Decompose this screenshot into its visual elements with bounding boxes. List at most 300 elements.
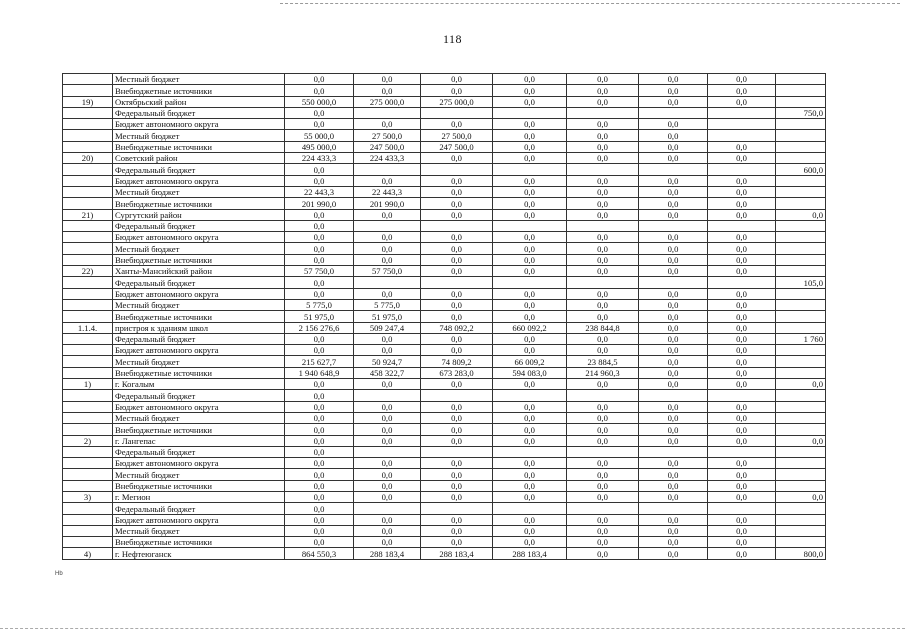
value-cell: 0,0 [567,175,639,186]
value-cell: 0,0 [708,401,776,412]
row-name-cell: Октябрьский район [113,96,285,107]
value-cell [493,220,567,231]
row-number-cell [63,74,113,85]
value-cell: 750,0 [776,107,826,118]
value-cell: 0,0 [567,514,639,525]
value-cell: 0,0 [285,220,354,231]
table-row [63,435,826,446]
value-cell: 0,0 [567,266,639,277]
row-number-cell [63,299,113,310]
value-cell: 22 443,3 [354,186,421,197]
value-cell: 0,0 [493,424,567,435]
value-cell [776,525,826,536]
value-cell: 0,0 [354,243,421,254]
value-cell [776,537,826,548]
value-cell [776,119,826,130]
value-cell: 0,0 [354,288,421,299]
value-cell [421,164,493,175]
value-cell: 0,0 [639,435,708,446]
value-cell: 0,0 [567,96,639,107]
value-cell: 0,0 [354,119,421,130]
table-row [63,469,826,480]
value-cell [776,74,826,85]
value-cell [493,277,567,288]
row-name-cell: Местный бюджет [113,299,285,310]
value-cell: 0,0 [285,514,354,525]
row-name-cell: Внебюджетные источники [113,480,285,491]
row-number-cell [63,141,113,152]
value-cell: 0,0 [354,424,421,435]
value-cell: 0,0 [776,435,826,446]
value-cell: 0,0 [567,299,639,310]
table-row [63,356,826,367]
value-cell: 0,0 [421,514,493,525]
budget-table-container [62,73,826,560]
table-row [63,288,826,299]
value-cell: 0,0 [708,96,776,107]
value-cell: 224 433,3 [354,153,421,164]
value-cell: 27 500,0 [354,130,421,141]
row-number-cell [63,503,113,514]
value-cell: 0,0 [421,232,493,243]
value-cell [708,130,776,141]
value-cell: 0,0 [285,401,354,412]
value-cell: 0,0 [567,254,639,265]
value-cell [639,277,708,288]
value-cell: 0,0 [493,119,567,130]
value-cell [776,153,826,164]
value-cell: 0,0 [285,525,354,536]
value-cell: 0,0 [354,537,421,548]
table-row [63,220,826,231]
value-cell: 0,0 [421,537,493,548]
value-cell: 105,0 [776,277,826,288]
value-cell: 0,0 [285,345,354,356]
table-row [63,254,826,265]
value-cell: 0,0 [493,299,567,310]
value-cell: 0,0 [708,480,776,491]
value-cell: 0,0 [776,379,826,390]
value-cell: 0,0 [776,491,826,502]
row-name-cell: Бюджет автономного округа [113,288,285,299]
value-cell: 0,0 [354,379,421,390]
value-cell: 0,0 [285,458,354,469]
value-cell: 0,0 [567,119,639,130]
row-number-cell [63,186,113,197]
value-cell: 0,0 [493,209,567,220]
table-row [63,514,826,525]
value-cell: 0,0 [421,480,493,491]
page-number: 118 [442,32,463,46]
row-name-cell: Внебюджетные источники [113,367,285,378]
row-name-cell: Внебюджетные источники [113,311,285,322]
value-cell: 0,0 [493,514,567,525]
row-name-cell: Ханты-Мансийский район [113,266,285,277]
value-cell: 0,0 [567,525,639,536]
row-name-cell: Местный бюджет [113,186,285,197]
table-row [63,85,826,96]
value-cell: 0,0 [421,266,493,277]
row-name-cell: Федеральный бюджет [113,107,285,118]
value-cell [493,107,567,118]
table-row [63,480,826,491]
value-cell: 51 975,0 [354,311,421,322]
budget-table-body [63,74,826,560]
value-cell: 0,0 [639,548,708,559]
value-cell: 0,0 [421,299,493,310]
value-cell [776,390,826,401]
value-cell: 0,0 [708,311,776,322]
value-cell [421,390,493,401]
value-cell: 748 092,2 [421,322,493,333]
value-cell [776,458,826,469]
value-cell [354,446,421,457]
row-number-cell [63,232,113,243]
value-cell: 0,0 [567,480,639,491]
value-cell [567,220,639,231]
value-cell [421,220,493,231]
value-cell: 0,0 [567,469,639,480]
value-cell: 0,0 [421,175,493,186]
row-number-cell: 4) [63,548,113,559]
row-number-cell [63,458,113,469]
row-number-cell [63,356,113,367]
value-cell: 0,0 [708,548,776,559]
table-row [63,198,826,209]
value-cell: 5 775,0 [285,299,354,310]
value-cell: 0,0 [421,345,493,356]
value-cell: 0,0 [493,96,567,107]
scan-mark: Hb [55,571,63,577]
value-cell [354,277,421,288]
value-cell: 0,0 [639,119,708,130]
value-cell: 600,0 [776,164,826,175]
value-cell: 0,0 [567,345,639,356]
value-cell: 0,0 [639,514,708,525]
value-cell: 0,0 [421,85,493,96]
table-row [63,311,826,322]
row-number-cell [63,333,113,344]
row-name-cell: Бюджет автономного округа [113,232,285,243]
value-cell: 0,0 [639,537,708,548]
value-cell: 0,0 [493,243,567,254]
value-cell [776,198,826,209]
row-name-cell: Внебюджетные источники [113,141,285,152]
value-cell: 0,0 [708,537,776,548]
value-cell: 0,0 [708,367,776,378]
table-row [63,186,826,197]
value-cell [776,96,826,107]
value-cell: 0,0 [421,401,493,412]
value-cell: 660 092,2 [493,322,567,333]
value-cell: 50 924,7 [354,356,421,367]
value-cell: 673 283,0 [421,367,493,378]
value-cell: 0,0 [567,209,639,220]
value-cell: 800,0 [776,548,826,559]
value-cell: 0,0 [493,345,567,356]
value-cell: 0,0 [639,153,708,164]
table-row [63,153,826,164]
value-cell: 0,0 [708,356,776,367]
row-number-cell [63,412,113,423]
value-cell: 0,0 [567,130,639,141]
value-cell: 247 500,0 [354,141,421,152]
value-cell: 0,0 [567,186,639,197]
row-name-cell: Местный бюджет [113,525,285,536]
value-cell: 0,0 [567,548,639,559]
value-cell: 0,0 [285,209,354,220]
row-name-cell: Федеральный бюджет [113,164,285,175]
row-name-cell: Бюджет автономного округа [113,119,285,130]
value-cell [708,390,776,401]
table-row [63,412,826,423]
value-cell: 0,0 [285,85,354,96]
value-cell: 0,0 [493,254,567,265]
row-number-cell [63,390,113,401]
value-cell [776,503,826,514]
value-cell: 0,0 [567,412,639,423]
value-cell: 201 990,0 [354,198,421,209]
value-cell [776,446,826,457]
value-cell: 0,0 [285,491,354,502]
value-cell: 0,0 [493,311,567,322]
value-cell: 0,0 [639,243,708,254]
row-number-cell [63,345,113,356]
value-cell: 0,0 [493,435,567,446]
value-cell [567,107,639,118]
value-cell: 0,0 [639,356,708,367]
value-cell: 275 000,0 [421,96,493,107]
value-cell: 0,0 [567,288,639,299]
value-cell [708,277,776,288]
value-cell [639,220,708,231]
value-cell [639,390,708,401]
value-cell: 0,0 [708,243,776,254]
value-cell: 0,0 [639,288,708,299]
value-cell: 0,0 [493,480,567,491]
value-cell [776,311,826,322]
value-cell: 0,0 [708,469,776,480]
value-cell: 0,0 [639,480,708,491]
value-cell: 0,0 [354,491,421,502]
value-cell: 0,0 [567,458,639,469]
row-name-cell: г. Лангепас [113,435,285,446]
row-number-cell [63,537,113,548]
value-cell: 0,0 [285,119,354,130]
row-number-cell [63,424,113,435]
value-cell: 0,0 [639,186,708,197]
row-number-cell [63,198,113,209]
value-cell [776,469,826,480]
value-cell [421,277,493,288]
value-cell: 1 760 [776,333,826,344]
value-cell [776,232,826,243]
value-cell: 0,0 [354,458,421,469]
value-cell [639,107,708,118]
table-row [63,130,826,141]
value-cell: 288 183,4 [421,548,493,559]
value-cell: 0,0 [493,401,567,412]
row-name-cell: Советский район [113,153,285,164]
row-name-cell: Местный бюджет [113,412,285,423]
value-cell: 0,0 [639,458,708,469]
value-cell: 57 750,0 [285,266,354,277]
row-number-cell [63,514,113,525]
value-cell: 0,0 [708,299,776,310]
table-row [63,141,826,152]
value-cell: 495 000,0 [285,141,354,152]
value-cell: 1 940 648,9 [285,367,354,378]
value-cell: 0,0 [708,514,776,525]
value-cell: 0,0 [639,412,708,423]
value-cell: 0,0 [285,232,354,243]
value-cell [776,141,826,152]
value-cell: 0,0 [708,412,776,423]
value-cell [776,480,826,491]
value-cell: 0,0 [285,243,354,254]
value-cell: 509 247,4 [354,322,421,333]
value-cell: 0,0 [639,266,708,277]
value-cell: 0,0 [354,514,421,525]
value-cell [639,164,708,175]
value-cell [776,424,826,435]
value-cell: 0,0 [567,74,639,85]
value-cell: 0,0 [493,85,567,96]
value-cell: 0,0 [354,209,421,220]
value-cell [776,322,826,333]
row-name-cell: Местный бюджет [113,469,285,480]
value-cell: 238 844,8 [567,322,639,333]
value-cell [708,503,776,514]
value-cell: 0,0 [776,209,826,220]
value-cell [567,446,639,457]
value-cell: 0,0 [285,164,354,175]
table-row [63,446,826,457]
value-cell: 23 884,5 [567,356,639,367]
value-cell: 0,0 [493,232,567,243]
row-name-cell: Бюджет автономного округа [113,401,285,412]
row-number-cell [63,367,113,378]
row-name-cell: Бюджет автономного округа [113,345,285,356]
table-row [63,525,826,536]
value-cell [776,254,826,265]
value-cell: 0,0 [567,435,639,446]
value-cell: 5 775,0 [354,299,421,310]
table-row [63,74,826,85]
value-cell: 0,0 [567,379,639,390]
value-cell: 55 000,0 [285,130,354,141]
value-cell: 288 183,4 [354,548,421,559]
row-number-cell [63,107,113,118]
value-cell: 27 500,0 [421,130,493,141]
value-cell [567,503,639,514]
value-cell: 0,0 [421,198,493,209]
table-row [63,175,826,186]
row-name-cell: Федеральный бюджет [113,333,285,344]
value-cell: 0,0 [285,469,354,480]
budget-table [62,73,826,560]
value-cell [354,390,421,401]
value-cell: 0,0 [354,345,421,356]
value-cell: 0,0 [708,254,776,265]
value-cell [639,503,708,514]
table-row [63,345,826,356]
value-cell: 0,0 [639,209,708,220]
value-cell: 0,0 [567,141,639,152]
row-number-cell [63,119,113,130]
value-cell: 0,0 [493,198,567,209]
row-name-cell: Бюджет автономного округа [113,175,285,186]
value-cell: 0,0 [493,74,567,85]
value-cell: 0,0 [708,209,776,220]
value-cell: 458 322,7 [354,367,421,378]
value-cell: 0,0 [493,175,567,186]
table-row [63,209,826,220]
value-cell: 0,0 [421,311,493,322]
row-name-cell: пристроя к зданиям школ [113,322,285,333]
value-cell: 0,0 [285,333,354,344]
table-row [63,367,826,378]
value-cell: 0,0 [639,175,708,186]
value-cell: 594 083,0 [493,367,567,378]
table-row [63,164,826,175]
value-cell: 0,0 [708,491,776,502]
value-cell [421,107,493,118]
value-cell: 0,0 [639,130,708,141]
value-cell [421,446,493,457]
value-cell [354,503,421,514]
row-name-cell: Внебюджетные источники [113,85,285,96]
value-cell: 0,0 [354,435,421,446]
table-row [63,424,826,435]
value-cell: 0,0 [708,175,776,186]
value-cell: 0,0 [639,198,708,209]
row-number-cell [63,525,113,536]
value-cell [776,356,826,367]
value-cell: 0,0 [567,153,639,164]
value-cell: 0,0 [421,412,493,423]
table-row [63,503,826,514]
row-number-cell: 22) [63,266,113,277]
table-row [63,548,826,559]
row-number-cell: 19) [63,96,113,107]
value-cell [776,243,826,254]
row-name-cell: Внебюджетные источники [113,254,285,265]
row-number-cell [63,480,113,491]
row-name-cell: Федеральный бюджет [113,446,285,457]
row-number-cell [63,243,113,254]
value-cell [354,220,421,231]
value-cell: 0,0 [421,424,493,435]
value-cell [639,446,708,457]
value-cell: 0,0 [639,469,708,480]
value-cell: 0,0 [493,458,567,469]
value-cell: 550 000,0 [285,96,354,107]
value-cell: 0,0 [493,288,567,299]
value-cell [354,107,421,118]
value-cell: 0,0 [639,401,708,412]
value-cell: 0,0 [354,469,421,480]
row-number-cell [63,288,113,299]
value-cell: 0,0 [285,480,354,491]
value-cell: 0,0 [354,254,421,265]
value-cell [567,164,639,175]
value-cell [567,390,639,401]
value-cell [421,503,493,514]
row-number-cell [63,254,113,265]
value-cell: 0,0 [285,390,354,401]
value-cell: 57 750,0 [354,266,421,277]
